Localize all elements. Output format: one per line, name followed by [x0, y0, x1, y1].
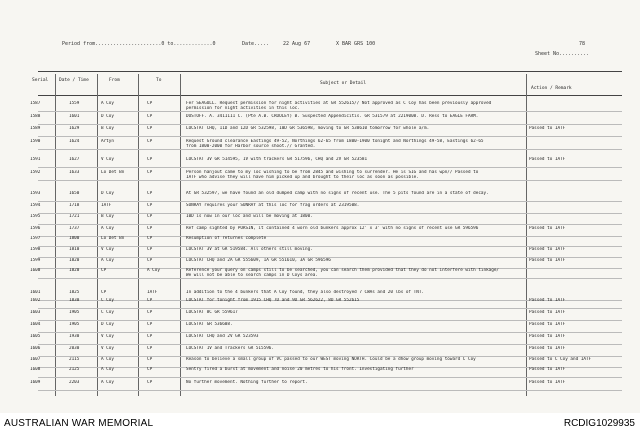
entry-to: CP: [147, 126, 153, 131]
entry-to: CP: [147, 346, 153, 351]
action-remark: Passed to 1ATF: [529, 258, 566, 263]
entry-time: 1930: [69, 334, 80, 339]
entry-time: 1718: [69, 203, 80, 208]
subject-line: Request Ground clearance Eastings 49-52, Northings 62-65 from 1800-1900 tonight and Northings 49-58, Eastings 62-65: [186, 139, 484, 144]
entry-from: A Coy: [101, 226, 114, 231]
serial-number: 1604: [30, 322, 41, 327]
entry-from: D Coy: [101, 114, 114, 119]
entry-to: CP: [147, 191, 153, 196]
subject-line: permission for night activities in this loc.: [186, 106, 300, 111]
serial-number: 1594: [30, 203, 41, 208]
entry-time: 2115: [69, 357, 80, 362]
rule-header: [38, 95, 622, 96]
row-divider: [38, 320, 622, 321]
action-remark: Passed to 1ATF: [529, 247, 566, 252]
action-remark: Passed to 1ATF: [529, 157, 566, 162]
subject-line: At GR 532597, we have found an old dumped camp with no signs of recent use. The 5 pits found are in a state of decay.: [186, 191, 489, 196]
row-divider: [38, 180, 622, 181]
entry-to: A Coy: [147, 268, 160, 273]
subject-line: LOCSTAT 1V and Trackers GR 515596.: [186, 346, 274, 351]
entry-from: A Coy: [101, 380, 114, 385]
row-divider: [38, 224, 622, 225]
entry-from: A Coy: [101, 357, 114, 362]
entry-time: 1820: [69, 268, 80, 273]
action-remark: Passed to 1ATF: [529, 367, 566, 372]
entry-to: CP: [147, 258, 153, 263]
entry-from: B Coy: [101, 126, 114, 131]
entry-to: CP: [147, 114, 153, 119]
entry-time: 1601: [69, 114, 80, 119]
serial-number: 1609: [30, 380, 41, 385]
entry-to: CP: [147, 226, 153, 231]
entry-from: D Coy: [101, 191, 114, 196]
serial-number: 1597: [30, 236, 41, 241]
subject-line: No further movement. Nothing further to report.: [186, 380, 308, 385]
entry-to: CP: [147, 236, 153, 241]
row-divider: [38, 377, 622, 378]
subject-line: 10D is now in our loc and will be moving at 1800.: [186, 214, 313, 219]
row-divider: [38, 344, 622, 345]
divider-subject: [526, 74, 527, 396]
entry-time: 1810: [69, 247, 80, 252]
date-value: 22 Aug 67: [283, 41, 311, 47]
serial-number: 1593: [30, 191, 41, 196]
subject-line: Person hanjout came to my loc wishing to be from 2845 and wishing to surrender. He is SIG and has wpn// Passed to: [186, 170, 479, 175]
serial-number: 1592: [30, 170, 41, 175]
col-head-subject: Subject or Detail: [320, 81, 367, 86]
subject-line: Reference your query on camps still to be searched, you can search them provided that they do not interfere with tinkage/: [186, 268, 500, 273]
divider-date: [97, 74, 98, 396]
row-divider: [38, 167, 622, 168]
footer: [0, 413, 640, 435]
action-remark: Passed to 1ATF: [529, 334, 566, 339]
serial-number: 1606: [30, 346, 41, 351]
archive-credit: AUSTRALIAN WAR MEMORIAL: [4, 418, 154, 429]
entry-from: B Coy: [101, 214, 114, 219]
subject-line: Sentry fired a burst at movement and noise 20 metres to his front. Investigating further: [186, 367, 414, 372]
rule-top: [38, 71, 622, 72]
action-remark: Passed to C Coy and 1ATF: [529, 357, 592, 362]
entry-time: 1650: [69, 191, 80, 196]
entry-from: V Coy: [101, 247, 114, 252]
subject-line: LOCSTAT GR 536608.: [186, 322, 233, 327]
col-head-to: To: [156, 78, 162, 83]
entry-time: 1627: [69, 157, 80, 162]
sheet-no-label: Sheet No..........: [535, 51, 590, 57]
entry-time: 1825: [69, 290, 80, 295]
serial-number: 1588: [30, 114, 41, 119]
entry-time: 1905: [69, 310, 80, 315]
subject-line: Reason to believe a small group of VC passed to our WEST moving NORTH. Could be a dhow group moving toward C Coy: [186, 357, 476, 362]
row-divider: [38, 390, 622, 391]
subject-line: LOCSTAT CHQ, 11D and 12D GR 532598, 10D GR 536598, moving to GR 538610 tomorrow for whole a/m.: [186, 126, 430, 131]
subject-line: We will not be able to search camps in D Coys area.: [186, 273, 318, 278]
entry-from: A Coy: [101, 258, 114, 263]
entry-time: 1905: [69, 322, 80, 327]
entry-to: CP: [147, 157, 153, 162]
entry-time: 1559: [69, 101, 80, 106]
serial-number: 1605: [30, 334, 41, 339]
entry-from: D Coy: [101, 322, 114, 327]
entry-to: CP: [147, 298, 153, 303]
row-divider: [38, 201, 622, 202]
entry-to: CP: [147, 334, 153, 339]
entry-to: CP: [147, 357, 153, 362]
subject-line: LOCSTAT 8C GR 559617: [186, 310, 238, 315]
entry-time: 1629: [69, 126, 80, 131]
entry-from: Lo Det Bn: [101, 170, 125, 175]
entry-from: CP: [101, 268, 107, 273]
col-head-datetime: Date / Time: [59, 78, 89, 83]
period-from-label: Period from......................0 to.............0: [62, 41, 216, 47]
entry-to: CP: [147, 101, 153, 106]
grid-ref: X BAR GRS 100: [336, 41, 376, 47]
entry-time: 1624: [69, 139, 80, 144]
serial-number: 1590: [30, 139, 41, 144]
serial-number: 1601: [30, 290, 41, 295]
entry-from: Artyn: [101, 139, 114, 144]
serial-number: 1608: [30, 367, 41, 372]
subject-line: Fer SEAGULL. Request permission for night activities at GR 552615// Not approved as C Coy has been previously approved: [186, 101, 492, 106]
row-divider: [38, 278, 622, 279]
row-divider: [38, 308, 622, 309]
entry-from: V Coy: [101, 334, 114, 339]
entry-time: 1721: [69, 214, 80, 219]
entry-time: 1800: [69, 236, 80, 241]
entry-to: CP: [147, 139, 153, 144]
action-remark: Passed to 1ATF: [529, 322, 566, 327]
serial-number: 1607: [30, 357, 41, 362]
col-head-serial: Serial: [32, 78, 49, 83]
serial-number: 1591: [30, 157, 41, 162]
entry-to: CP: [147, 203, 153, 208]
entry-to: CP: [147, 247, 153, 252]
entry-time: 2125: [69, 367, 80, 372]
subject-line: from 1800-2000 for Harbor source shoot.// Granted.: [186, 144, 316, 149]
entry-time: 1820: [69, 258, 80, 263]
subject-line: LOCSTAT for tonight from 1915 CHQ 7D and 9D GR 562622, 8D GR 552615: [186, 298, 360, 303]
action-remark: Passed to 1ATF: [529, 126, 566, 131]
entry-from: A Coy: [101, 101, 114, 106]
entry-from: V Coy: [101, 157, 114, 162]
subject-line: LOCSTAT 3V at GR 519584. All others still moving.: [186, 247, 313, 252]
action-remark: Passed to 1ATF: [529, 346, 566, 351]
divider-serial: [55, 74, 56, 396]
serial-number: 1589: [30, 126, 41, 131]
entry-from: C Coy: [101, 298, 114, 303]
divider-from: [138, 74, 139, 396]
serial-number: 1598: [30, 247, 41, 252]
subject-line: 1ATF who advise they will have him picked up and brought to their loc as soon as possible.: [186, 175, 419, 180]
date-label: Date.....: [242, 41, 270, 47]
serial-number: 1599: [30, 258, 41, 263]
entry-from: Lo Det Bn: [101, 236, 125, 241]
entry-to: CP: [147, 380, 153, 385]
entry-time: 2203: [69, 380, 80, 385]
serial-number: 1600: [30, 268, 41, 273]
divider-to: [180, 74, 181, 396]
entry-to: CP: [147, 310, 153, 315]
entry-time: 1830: [69, 298, 80, 303]
subject-line: In addition to the 4 bunkers that A Coy found, they also destroyed 7 CWAs and 20 lbs of TNT.: [186, 290, 424, 295]
entry-to: CP: [147, 322, 153, 327]
entry-from: A Coy: [101, 367, 114, 372]
page-number: 78: [579, 41, 586, 47]
serial-number: 1602: [30, 298, 41, 303]
action-remark: Passed to 1ATF: [529, 298, 566, 303]
action-remark: Passed to 1ATF: [529, 380, 566, 385]
row-divider: [38, 136, 622, 137]
entry-from: CP: [101, 290, 107, 295]
entry-from: C Coy: [101, 310, 114, 315]
entry-to: CP: [147, 170, 153, 175]
record-id: RCDIG1029935: [563, 418, 635, 429]
subject-line: SUNRAY requires your SUNRAY at this loc for frag orders at 2319508.: [186, 203, 360, 208]
subject-line: Resumption of returnes complete: [186, 236, 267, 241]
col-head-action: Action / Remark: [531, 86, 572, 91]
row-divider: [38, 332, 622, 333]
subject-line: LOCSTAT CHQ and 2V GR 523593: [186, 334, 259, 339]
row-divider: [38, 149, 622, 150]
subject-line: DUSTOFF. A. 3411111 C. (Pte A.B. CROOLEY) B. Suspected Appendicitis. GR 531579 at 2219008. D. Ress to EAGLE FARM.: [186, 114, 479, 119]
serial-number: 1603: [30, 310, 41, 315]
row-divider: [38, 111, 622, 112]
entry-time: 2030: [69, 346, 80, 351]
entry-time: 1633: [69, 170, 80, 175]
serial-number: 1595: [30, 214, 41, 219]
subject-line: Ref camp sighted by PORSIN, it contained 4 worn old bunkers approx 12' x 3' with no signs of recent use GR 596596: [186, 226, 479, 231]
col-head-from: From: [109, 78, 120, 83]
row-divider: [38, 124, 622, 125]
subject-line: LOCSTAT 3V GR 514595, 1V with trackers GR 517596, CHQ and 2V GR 523581: [186, 157, 368, 162]
entry-time: 1737: [69, 226, 80, 231]
serial-number: 1596: [30, 226, 41, 231]
action-remark: Passed to 1ATF: [529, 226, 566, 231]
action-remark: Passed to 1ATF: [529, 310, 566, 315]
entry-to: 1ATF: [147, 290, 158, 295]
entry-from: V Coy: [101, 346, 114, 351]
entry-from: 1ATF: [101, 203, 112, 208]
subject-line: LOCSTAT CHQ and 2A GR 555609, 1A GR 551610, 3A GR 596596: [186, 258, 331, 263]
entry-to: CP: [147, 367, 153, 372]
serial-number: 1587: [30, 101, 41, 106]
entry-to: CP: [147, 214, 153, 219]
